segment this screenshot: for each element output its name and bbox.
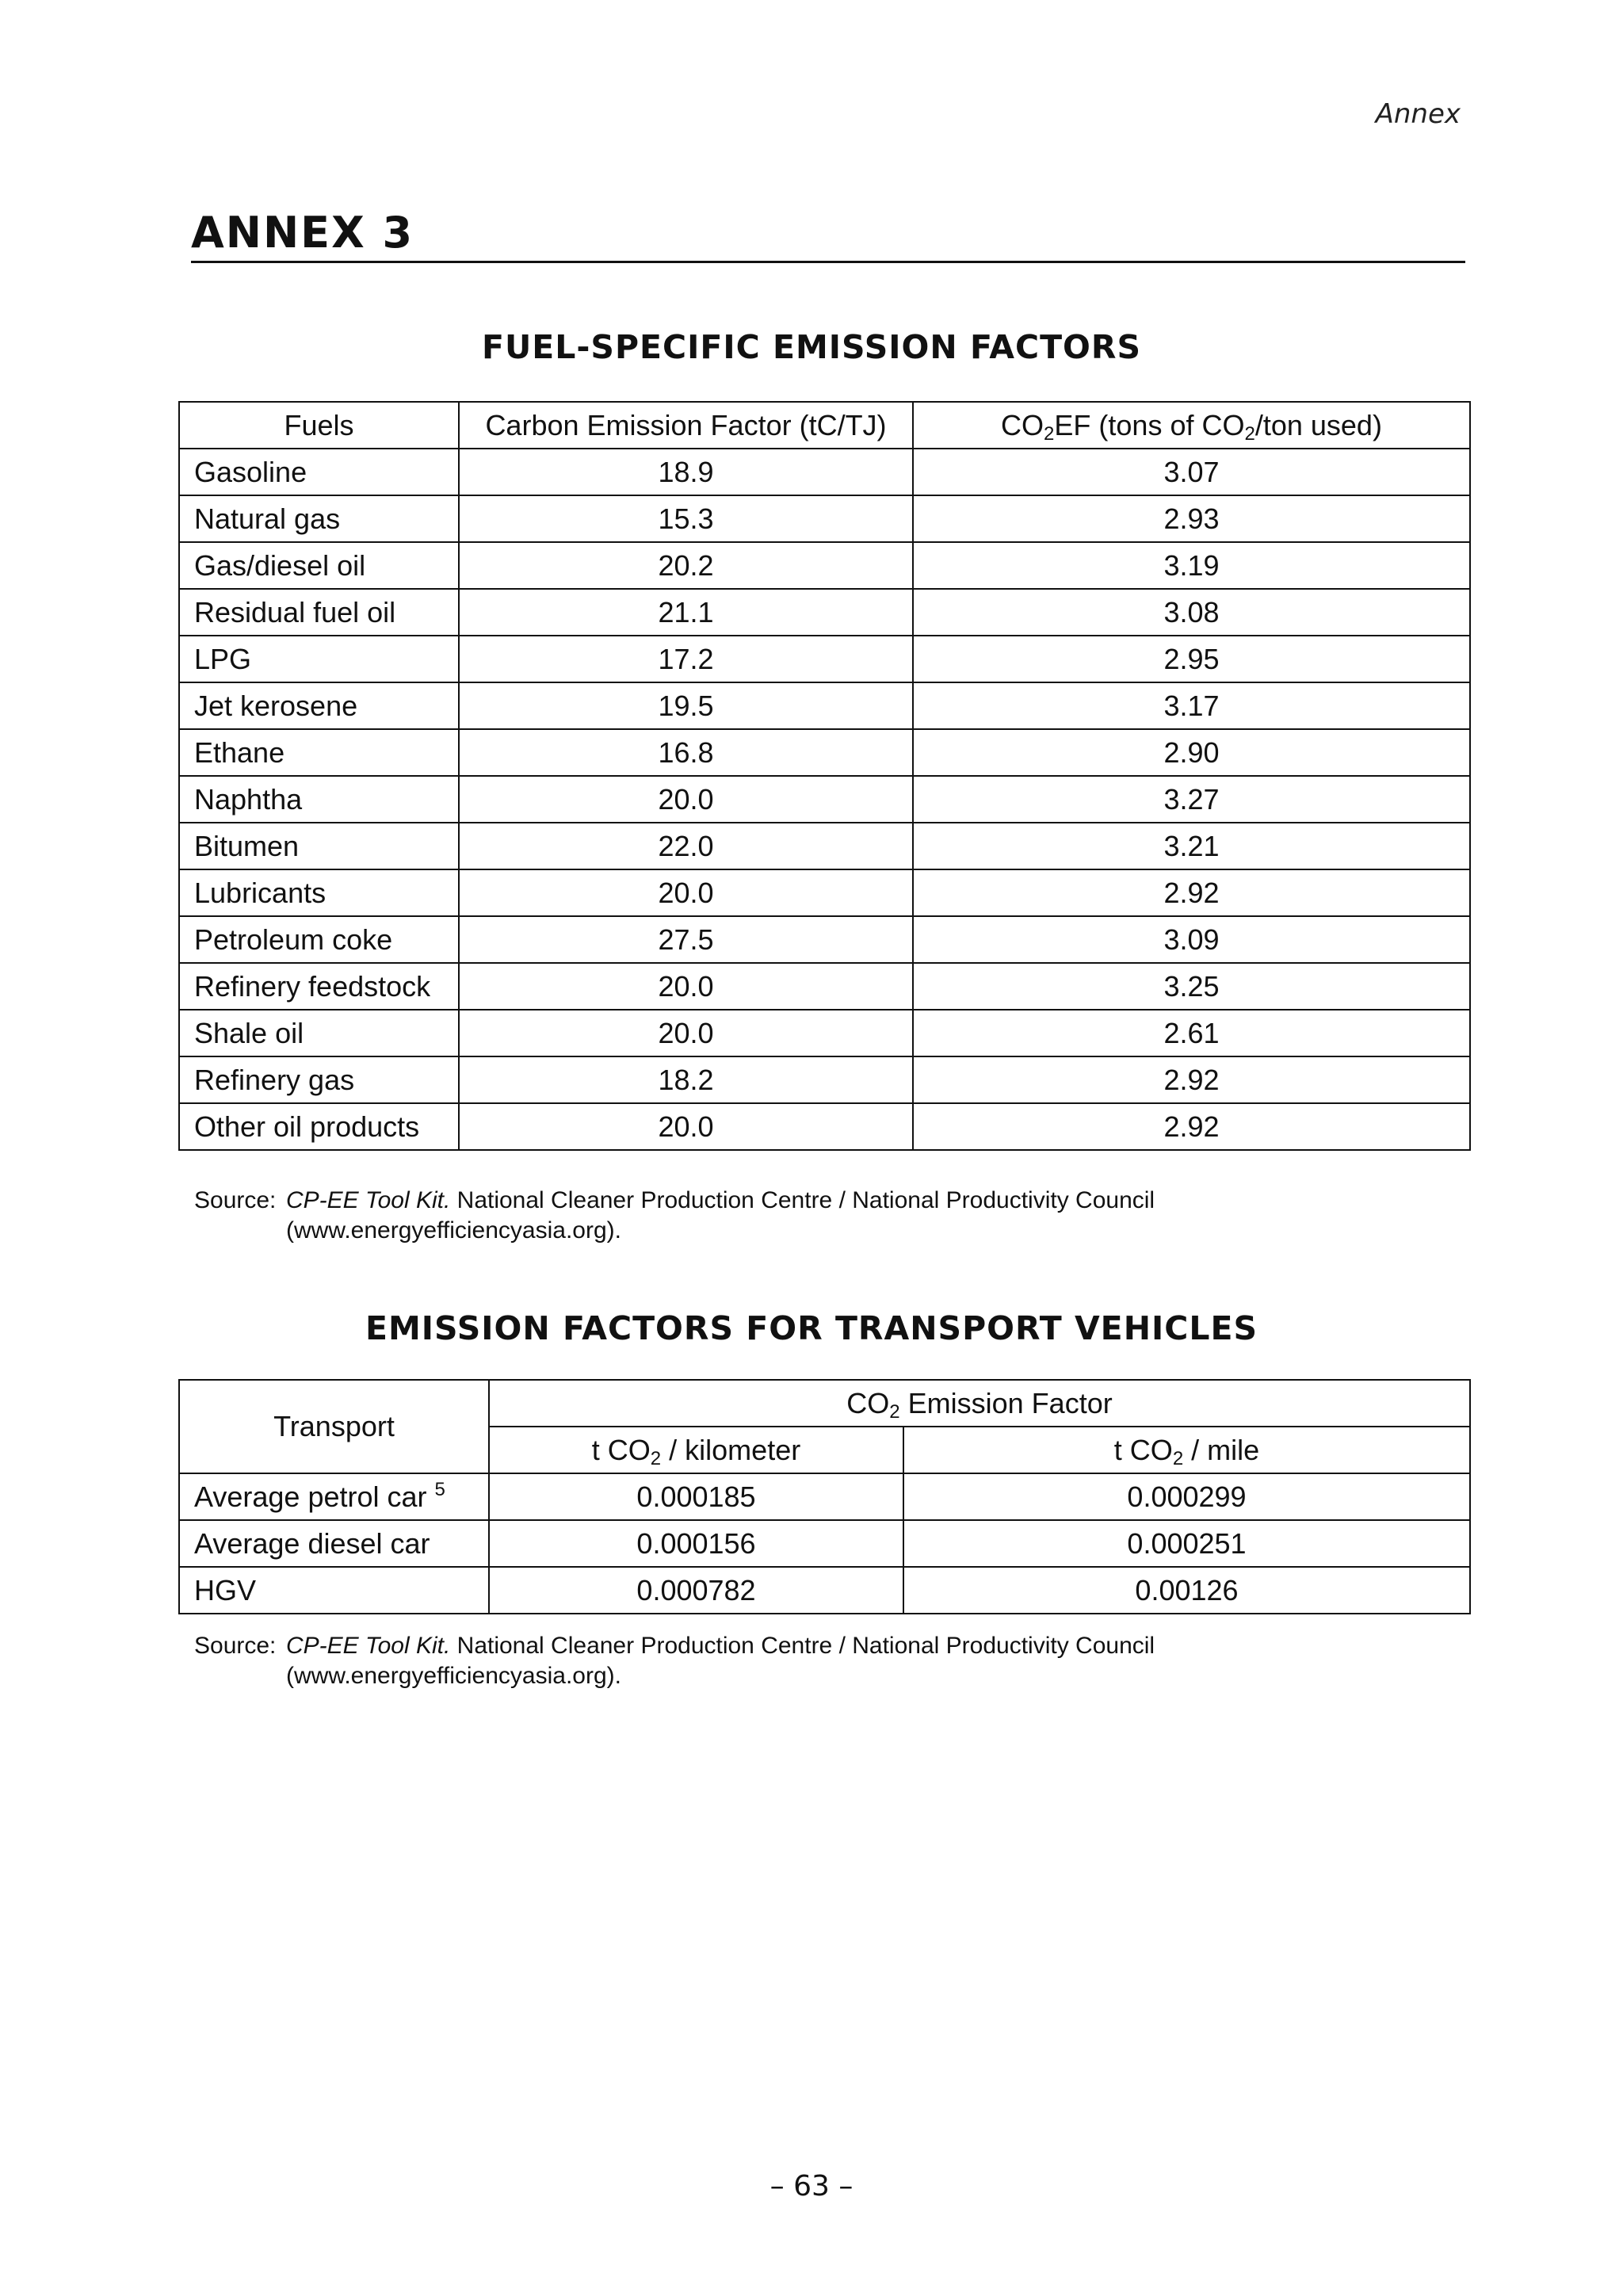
transport-source-note xyxy=(194,1631,1155,1691)
carbon-factor-cell: 18.2 xyxy=(459,1056,913,1103)
per-km-cell: 0.000185 xyxy=(489,1473,903,1520)
table-row xyxy=(179,916,1470,963)
table-row xyxy=(179,963,1470,1010)
source-label: Source: xyxy=(194,1187,277,1213)
fuel-name-cell: Naphtha xyxy=(179,776,459,823)
carbon-factor-cell: 20.0 xyxy=(459,1103,913,1150)
fuel-name-cell: Refinery feedstock xyxy=(179,963,459,1010)
co2-factor-cell: 3.07 xyxy=(913,449,1470,495)
table-row xyxy=(179,449,1470,495)
co2-factor-cell: 3.21 xyxy=(913,823,1470,869)
transport-header-row-1 xyxy=(179,1380,1470,1427)
header-co2-ef: $CO_2EF$ (tons of $CO_2$/ton used) xyxy=(913,402,1470,449)
carbon-factor-cell: 19.5 xyxy=(459,682,913,729)
fuel-name-cell: Gas/diesel oil xyxy=(179,542,459,589)
transport-name-cell: HGV xyxy=(179,1567,489,1614)
per-mile-cell: 0.000299 xyxy=(903,1473,1470,1520)
fuel-name-cell: Shale oil xyxy=(179,1010,459,1056)
source-url: (www.energyefficiencyasia.org). xyxy=(286,1663,621,1689)
co2-factor-cell: 2.95 xyxy=(913,636,1470,682)
carbon-factor-cell: 21.1 xyxy=(459,589,913,636)
footnote-marker: 5 xyxy=(434,1478,445,1500)
fuel-source-note xyxy=(194,1186,1155,1246)
fuel-name-cell: Jet kerosene xyxy=(179,682,459,729)
annex-title: ANNEX 3 xyxy=(191,208,1465,263)
header-co2-emission-factor: $CO_2$ Emission Factor xyxy=(489,1380,1470,1427)
table-row xyxy=(179,1103,1470,1150)
co2-factor-cell: 2.92 xyxy=(913,1103,1470,1150)
co2-factor-cell: 3.09 xyxy=(913,916,1470,963)
transport-section-title: EMISSION FACTORS FOR TRANSPORT VEHICLES xyxy=(365,1309,1258,1347)
carbon-factor-cell: 20.0 xyxy=(459,963,913,1010)
per-mile-cell: 0.000251 xyxy=(903,1520,1470,1567)
carbon-factor-cell: 18.9 xyxy=(459,449,913,495)
fuel-name-cell: Gasoline xyxy=(179,449,459,495)
fuel-name-cell: Other oil products xyxy=(179,1103,459,1150)
carbon-factor-cell: 16.8 xyxy=(459,729,913,776)
co2-factor-cell: 2.90 xyxy=(913,729,1470,776)
co2-factor-cell: 3.25 xyxy=(913,963,1470,1010)
fuel-section-title: FUEL-SPECIFIC EMISSION FACTORS xyxy=(481,328,1142,366)
table-row xyxy=(179,589,1470,636)
table-row xyxy=(179,1056,1470,1103)
carbon-factor-cell: 15.3 xyxy=(459,495,913,542)
per-km-cell: 0.000782 xyxy=(489,1567,903,1614)
fuel-name-cell: Lubricants xyxy=(179,869,459,916)
table-row xyxy=(179,776,1470,823)
transport-table-body xyxy=(179,1473,1470,1614)
carbon-factor-cell: 20.0 xyxy=(459,776,913,823)
per-km-cell: 0.000156 xyxy=(489,1520,903,1567)
table-row xyxy=(179,1010,1470,1056)
source-url: (www.energyefficiencyasia.org). xyxy=(286,1217,621,1244)
fuel-table-body xyxy=(179,449,1470,1150)
carbon-factor-cell: 17.2 xyxy=(459,636,913,682)
fuel-name-cell: Bitumen xyxy=(179,823,459,869)
source-text: National Cleaner Production Centre / National Productivity Council xyxy=(450,1187,1155,1213)
fuel-name-cell: Petroleum coke xyxy=(179,916,459,963)
transport-emission-table xyxy=(178,1379,1471,1614)
carbon-factor-cell: 22.0 xyxy=(459,823,913,869)
carbon-factor-cell: 20.0 xyxy=(459,1010,913,1056)
per-mile-cell: 0.00126 xyxy=(903,1567,1470,1614)
table-row xyxy=(179,495,1470,542)
co2-factor-cell: 2.93 xyxy=(913,495,1470,542)
table-row xyxy=(179,823,1470,869)
co2-factor-cell: 2.92 xyxy=(913,869,1470,916)
source-label: Source: xyxy=(194,1633,277,1659)
header-per-mile: t $CO_2$ / mile xyxy=(903,1427,1470,1473)
co2-factor-cell: 3.08 xyxy=(913,589,1470,636)
table-row xyxy=(179,869,1470,916)
fuel-name-cell: Natural gas xyxy=(179,495,459,542)
fuel-name-cell: Ethane xyxy=(179,729,459,776)
page-number: – 63 – xyxy=(769,2170,854,2202)
table-row xyxy=(179,682,1470,729)
running-head: Annex xyxy=(1375,98,1461,130)
co2-factor-cell: 3.27 xyxy=(913,776,1470,823)
header-transport: Transport xyxy=(179,1380,489,1473)
header-carbon-emission-factor: Carbon Emission Factor (tC/TJ) xyxy=(459,402,913,449)
table-row xyxy=(179,636,1470,682)
table-row xyxy=(179,729,1470,776)
transport-name-cell: Average diesel car xyxy=(179,1520,489,1567)
co2-factor-cell: 3.17 xyxy=(913,682,1470,729)
fuel-name-cell: Refinery gas xyxy=(179,1056,459,1103)
carbon-factor-cell: 20.2 xyxy=(459,542,913,589)
source-text: National Cleaner Production Centre / National Productivity Council xyxy=(450,1633,1155,1659)
table-row xyxy=(179,1473,1470,1520)
co2-factor-cell: 3.19 xyxy=(913,542,1470,589)
header-fuels: Fuels xyxy=(179,402,459,449)
fuel-name-cell: Residual fuel oil xyxy=(179,589,459,636)
co2-factor-cell: 2.61 xyxy=(913,1010,1470,1056)
carbon-factor-cell: 20.0 xyxy=(459,869,913,916)
header-per-kilometer: t $CO_2$ / kilometer xyxy=(489,1427,903,1473)
co2-factor-cell: 2.92 xyxy=(913,1056,1470,1103)
fuel-name-cell: LPG xyxy=(179,636,459,682)
carbon-factor-cell: 27.5 xyxy=(459,916,913,963)
fuel-table-header-row xyxy=(179,402,1470,449)
source-title: CP-EE Tool Kit. xyxy=(286,1633,451,1659)
source-title: CP-EE Tool Kit. xyxy=(286,1187,451,1213)
fuel-emission-table xyxy=(178,401,1471,1151)
table-row xyxy=(179,1567,1470,1614)
table-row xyxy=(179,542,1470,589)
table-row xyxy=(179,1520,1470,1567)
transport-name-cell: Average petrol car $^5$ xyxy=(179,1473,489,1520)
